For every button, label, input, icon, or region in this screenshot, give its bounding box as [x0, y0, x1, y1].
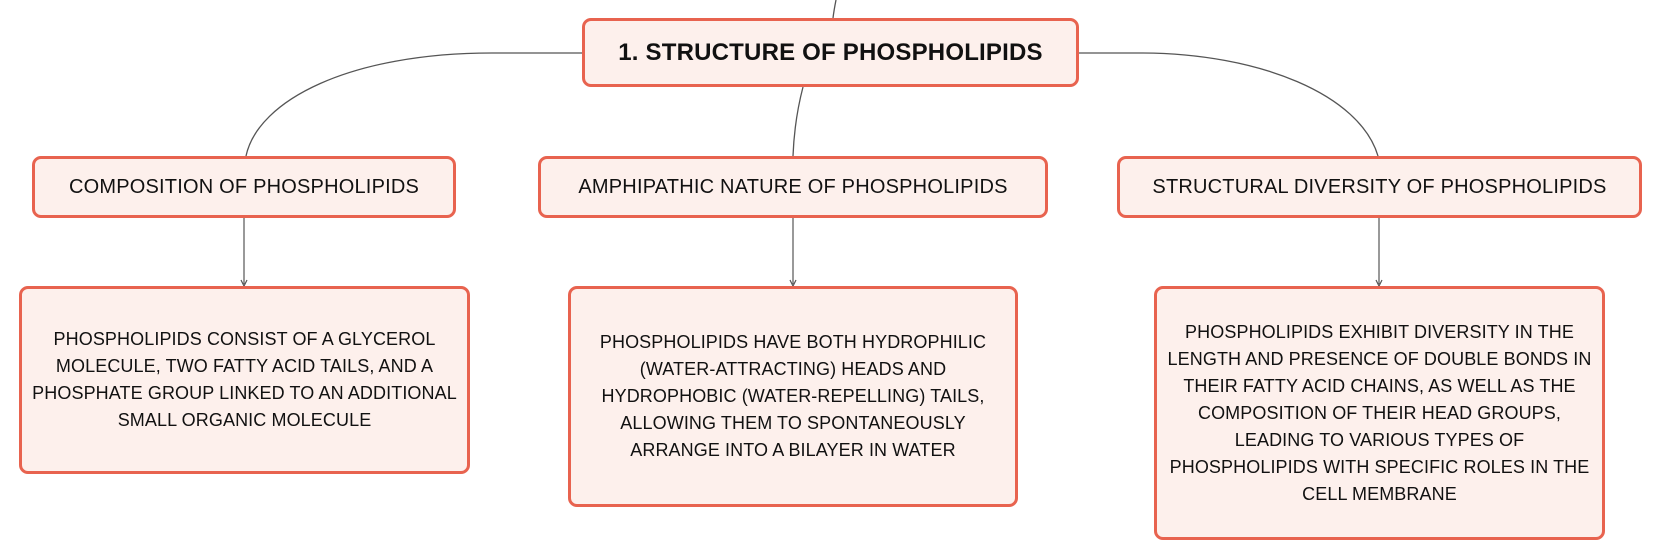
topic-label-amphipathic: AMPHIPATHIC NATURE OF PHOSPHOLIPIDS — [578, 175, 1008, 198]
connector-composition-to-detail — [241, 218, 247, 286]
root-topic-node[interactable] — [582, 18, 1079, 87]
connector-amphipathic-to-detail — [790, 218, 796, 286]
topic-label-composition: COMPOSITION OF PHOSPHOLIPIDS — [68, 175, 420, 198]
topic-node-composition[interactable] — [32, 156, 456, 218]
detail-text-composition: PHOSPHOLIPIDS CONSIST OF A GLYCEROL MOLECULE, TWO FATTY ACID TAILS, AND A PHOSPHATE GROUP LINKED TO AN ADDITIONAL SMALL ORGANIC MOLECULE — [32, 329, 457, 430]
detail-text-diversity: PHOSPHOLIPIDS EXHIBIT DIVERSITY IN THE LENGTH AND PRESENCE OF DOUBLE BONDS IN THEIR FATTY ACID CHAINS, AS WELL AS THE COMPOSITION OF THEIR HEAD GROUPS, LEADING TO VARIOUS TYPES OF PHOSPHOLIPIDS WITH SPECIFIC ROLES IN THE CELL MEMBRANE — [1167, 321, 1592, 504]
detail-node-amphipathic[interactable] — [568, 286, 1018, 507]
connector-parent-to-root — [833, 0, 836, 18]
detail-node-composition[interactable] — [19, 286, 470, 474]
connector-root-to-composition — [246, 53, 582, 156]
connector-diversity-to-detail — [1376, 218, 1382, 286]
connector-root-to-amphipathic — [793, 87, 803, 156]
topic-label-diversity: STRUCTURAL DIVERSITY OF PHOSPHOLIPIDS — [1152, 175, 1607, 198]
topic-node-diversity[interactable] — [1117, 156, 1642, 218]
detail-node-diversity[interactable] — [1154, 286, 1605, 540]
detail-text-amphipathic: PHOSPHOLIPIDS HAVE BOTH HYDROPHILIC (WATER-ATTRACTING) HEADS AND HYDROPHOBIC (WATER-REPELLING) TAILS, ALLOWING THEM TO SPONTANEOUSLY ARRANGE INTO A BILAYER IN WATER — [599, 332, 987, 460]
root-topic-title: 1. STRUCTURE OF PHOSPHOLIPIDS — [618, 38, 1043, 66]
connector-root-to-diversity — [1079, 53, 1378, 156]
topic-node-amphipathic[interactable] — [538, 156, 1048, 218]
